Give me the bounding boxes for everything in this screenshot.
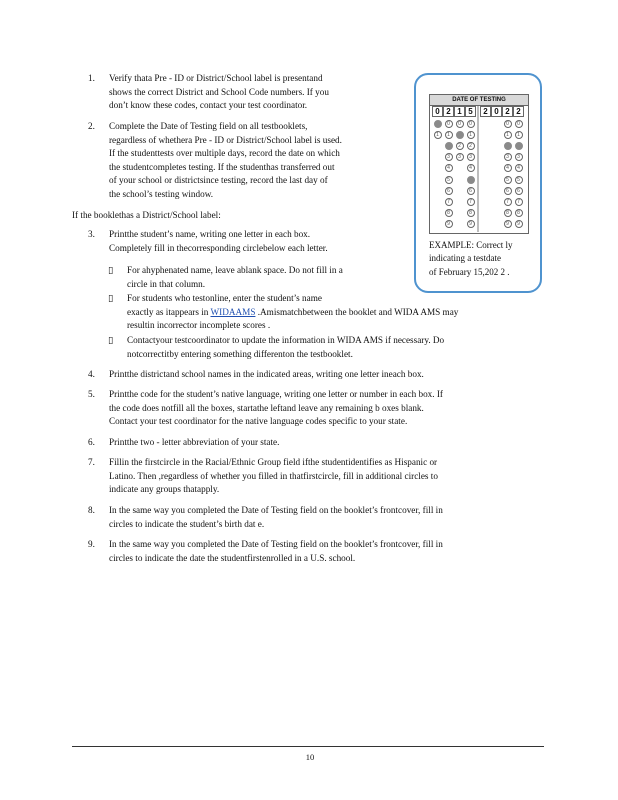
item-line: of your school or districtsince testing, record the last day of	[109, 175, 328, 186]
date-bubble: 0	[515, 120, 523, 128]
instruction-item	[88, 456, 548, 497]
item-line: the school’s testing window.	[109, 188, 214, 199]
sub-bullet	[108, 334, 548, 361]
item-text	[109, 72, 548, 113]
example-caption-line: of February 15,202 2 .	[429, 266, 510, 277]
date-bubble: 8	[467, 209, 475, 217]
date-bubble: 6	[467, 187, 475, 195]
footer-rule	[72, 746, 544, 747]
sub-bullet-line: Contactyour testcoordinator to update the information in WIDA AMS if necessary. Do	[127, 335, 445, 345]
wida-ams-link[interactable]: WIDAAMS	[210, 306, 256, 317]
item-line: circles to indicate the student’s birth dat e.	[109, 518, 265, 529]
item-number: 3.	[88, 229, 95, 239]
sub-bullet-line: For students who testonline, enter the student’s name	[127, 293, 322, 303]
item-number: 4.	[88, 369, 95, 379]
date-bubble: 9	[445, 220, 453, 228]
date-bubble: 9	[515, 220, 523, 228]
date-bubble: 6	[515, 187, 523, 195]
sub-bullet-line: exactly as itappears in WIDAAMS .Amismatchbetween the booklet and WIDA AMS may	[127, 306, 459, 317]
sub-bullet-line: For ahyphenated name, leave ablank space. Do not fill in a	[127, 265, 343, 275]
date-bubble: 7	[467, 198, 475, 206]
date-of-testing-title: DATE OF TESTING	[430, 95, 528, 106]
item-line: If the studenttests over multiple days, record the date on which	[109, 148, 340, 159]
example-caption-line: indicating a testdate	[429, 253, 501, 264]
date-digit-box: 1	[454, 106, 465, 117]
date-digit-box: 0	[432, 106, 443, 117]
date-bubble: 3	[515, 153, 523, 161]
item-line: Verify thata Pre - ID or District/School label is presentand	[109, 73, 323, 83]
date-bubble: 7	[445, 198, 453, 206]
booklet-label-intro: If the booklethas a District/School label:	[72, 210, 221, 220]
date-bubble: 1	[504, 131, 512, 139]
item-text	[109, 388, 548, 429]
item-number: 9.	[88, 539, 95, 549]
date-bubble: 4	[445, 164, 453, 172]
item-line: In the same way you completed the Date of Testing field on the booklet’s frontcover, fill in	[109, 539, 443, 549]
item-text	[109, 504, 548, 531]
sub-bullet-line: notcorrectitby entering something differenton the testbooklet.	[127, 348, 353, 359]
item-number: 2.	[88, 121, 95, 131]
date-bubble: 4	[504, 164, 512, 172]
date-bubble: 9	[504, 220, 512, 228]
item-line: Complete the Date of Testing field on all testbooklets,	[109, 121, 308, 131]
item-line: Fillin the firstcircle in the Racial/Ethnic Group field ifthe studentidentifies as Hispanic or	[109, 457, 438, 467]
date-bubble: 4	[467, 164, 475, 172]
sub-bullet	[108, 264, 548, 291]
item-line: Contact your test coordinator for the native language codes specific to your state.	[109, 416, 408, 427]
date-bubble: 6	[445, 187, 453, 195]
date-bubble: 8	[515, 209, 523, 217]
item-line: Printthe districtand school names in the indicated areas, writing one letter ineach box.	[109, 369, 424, 379]
item-text	[109, 228, 548, 255]
date-bubble: 0	[445, 120, 453, 128]
instruction-item	[88, 388, 548, 429]
date-digit-box: 5	[465, 106, 476, 117]
item-number: 6.	[88, 437, 95, 447]
date-bubble: 1	[515, 131, 523, 139]
date-bubble: 7	[504, 198, 512, 206]
bullet-mark: ▯	[108, 265, 114, 275]
date-bubble: 5	[504, 176, 512, 184]
date-bubble: 0	[467, 120, 475, 128]
item-text	[109, 538, 548, 565]
sub-bullet-line: circle in that column.	[127, 278, 206, 289]
item-text	[109, 120, 548, 202]
item-line: Printthe code for the student’s native language, writing one letter or number in each box. If	[109, 389, 443, 399]
date-bubble: 6	[504, 187, 512, 195]
item-line: Printthe two - letter abbreviation of your state.	[109, 437, 280, 447]
bullet-mark: ▯	[108, 293, 114, 303]
item-text	[109, 436, 548, 450]
sub-bullet-line: resultin incorrector incomplete scores .	[127, 320, 271, 331]
item-line: the code does notfill all the boxes, startathe leftand leave any remaining b oxes blank.	[109, 402, 424, 413]
item-line: Latino. Then ,regardless of whether you filled in thatfirstcircle, fill in additional circles to	[109, 470, 438, 481]
date-digit-box: 2	[502, 106, 513, 117]
sub-bullet-text	[127, 264, 548, 291]
instruction-item	[88, 436, 548, 450]
date-bubble: 3	[504, 153, 512, 161]
date-bubble: 7	[515, 198, 523, 206]
item-line: Completely fill in thecorresponding circlebelow each letter.	[109, 242, 328, 253]
instruction-item	[88, 368, 548, 382]
date-bubble: 3	[467, 153, 475, 161]
page-number: 10	[305, 752, 315, 762]
sub-bullet-text	[127, 292, 548, 333]
sub-bullet-text	[127, 334, 548, 361]
item-line: circles to indicate the date the studentfirstenrolled in a U.S. school.	[109, 552, 356, 563]
item-number: 7.	[88, 457, 95, 467]
instruction-item	[88, 228, 548, 255]
date-bubble: 8	[504, 209, 512, 217]
item-line: Printthe student’s name, writing one letter in each box.	[109, 229, 311, 239]
item-line: In the same way you completed the Date of Testing field on the booklet’s frontcover, fill in	[109, 505, 443, 515]
bullet-mark: ▯	[108, 335, 114, 345]
date-bubble: 5	[515, 176, 523, 184]
date-digit-box: 2	[513, 106, 524, 117]
date-digit-box: 2	[480, 106, 491, 117]
sub-bullet	[108, 292, 548, 333]
instruction-item	[88, 120, 548, 202]
instruction-item	[88, 504, 548, 531]
item-line: shows the correct District and School Code numbers. If you	[109, 86, 329, 97]
example-caption-line: EXAMPLE: Correct ly	[429, 240, 513, 250]
date-bubble: 5	[445, 176, 453, 184]
date-bubble: 0	[504, 120, 512, 128]
instruction-item	[88, 72, 548, 113]
date-bubble: 1	[445, 131, 453, 139]
date-bubble: 3	[456, 153, 464, 161]
item-text	[109, 456, 548, 497]
date-bubble: 2	[467, 142, 475, 150]
date-bubble: 0	[456, 120, 464, 128]
date-bubble: 1	[467, 131, 475, 139]
item-text	[109, 368, 548, 382]
date-bubble: 1	[434, 131, 442, 139]
date-bubble: 3	[445, 153, 453, 161]
item-number: 1.	[88, 73, 95, 83]
item-line: indicate any groups thatapply.	[109, 484, 220, 495]
item-line: don’t know these codes, contact your test coordinator.	[109, 100, 308, 111]
item-line: the studentcompletes testing. If the studenthas transferred out	[109, 161, 335, 172]
date-digit-box: 0	[491, 106, 502, 117]
date-bubble: 4	[515, 164, 523, 172]
instruction-item	[88, 538, 548, 565]
date-bubble: 2	[456, 142, 464, 150]
item-number: 8.	[88, 505, 95, 515]
date-bubble: 8	[445, 209, 453, 217]
date-digit-box: 2	[443, 106, 454, 117]
item-number: 5.	[88, 389, 95, 399]
item-line: regardless of whethera Pre - ID or District/School label is used.	[109, 134, 342, 145]
date-bubble: 9	[467, 220, 475, 228]
